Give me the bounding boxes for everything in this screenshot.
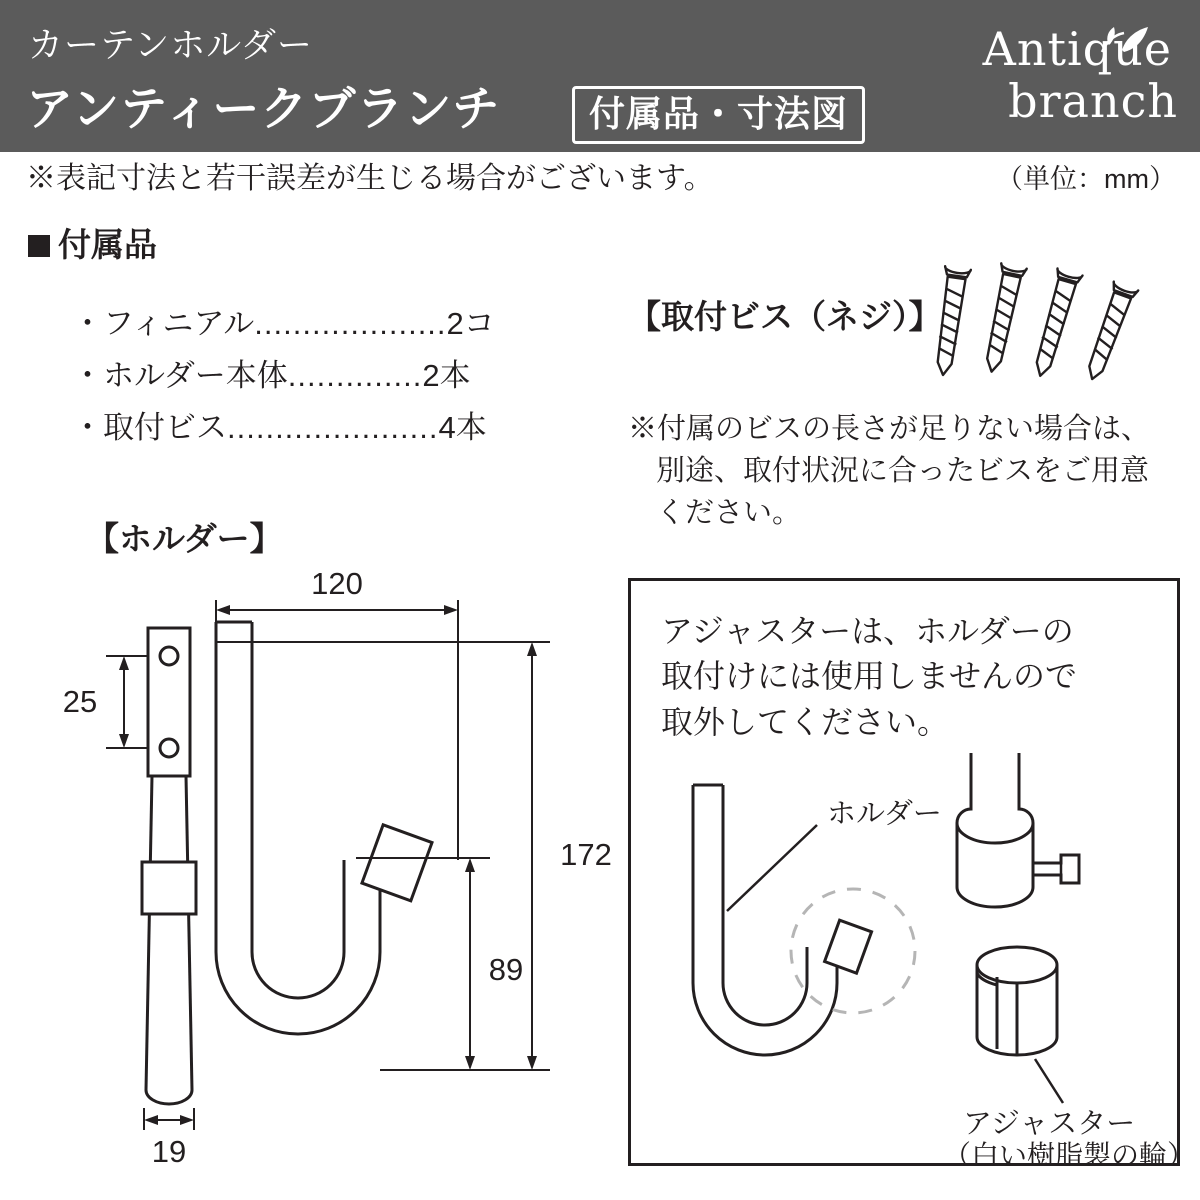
- callout-holder-label: ホルダー: [827, 798, 942, 830]
- dim-height-label: 172: [560, 837, 612, 872]
- dim-depth-label: 19: [151, 1134, 187, 1169]
- dim-width-label: 120: [311, 566, 363, 601]
- adjuster-info-box: [628, 578, 1180, 1166]
- list-item: [72, 402, 492, 454]
- unit-note: （単位：mm）: [996, 164, 1176, 194]
- screw-note: [628, 408, 1168, 534]
- part-qty: 4本: [438, 410, 487, 445]
- brand-line-2: branch: [1008, 74, 1178, 128]
- brand-line-1: Antique: [982, 22, 1172, 76]
- part-qty: 2コ: [446, 306, 495, 341]
- part-qty: 2本: [422, 358, 471, 393]
- adjuster-instruction-line-1: アジャスターは、ホルダーの: [661, 613, 1074, 649]
- screw-illustration: [930, 262, 1180, 412]
- accessories-heading: [28, 228, 157, 261]
- holder-label: 【ホルダー】: [86, 520, 283, 557]
- note-row: [0, 152, 1200, 214]
- holder-diagram: [20, 560, 620, 1185]
- list-item: [72, 350, 492, 402]
- screw-section-title: 【取付ビス（ネジ）】: [628, 298, 942, 335]
- adjuster-diagram: [631, 751, 1177, 1168]
- callout-adjuster-label: アジャスター: [963, 1108, 1136, 1140]
- screw-note-line-2: 別途、取付状況に合ったビスをご用意: [656, 455, 1150, 488]
- header-badge: 付属品・寸法図: [572, 86, 865, 144]
- accessories-heading-label: 付属品: [58, 226, 157, 263]
- square-bullet-icon: [28, 235, 50, 257]
- page-header: [0, 0, 1200, 152]
- header-subtitle: カーテンホルダー: [28, 26, 313, 65]
- accessories-list: [72, 298, 495, 454]
- adjuster-instruction-line-3: 取外してください。: [661, 703, 950, 740]
- part-dots: ....................: [254, 306, 447, 341]
- list-item: [72, 298, 495, 350]
- dim-plate-label: 25: [62, 684, 98, 719]
- tolerance-note: ※表記寸法と若干誤差が生じる場合がございます。: [26, 162, 714, 195]
- screw-note-line-3: ください。: [656, 497, 802, 530]
- callout-adjuster-sublabel: （白い樹脂製の輪）: [943, 1140, 1177, 1163]
- part-dots: ......................: [227, 410, 439, 445]
- adjuster-instruction: [661, 609, 1161, 745]
- page-title: アンティークブランチ: [26, 82, 501, 135]
- part-name: ・フィニアル: [72, 306, 255, 341]
- part-name: ・取付ビス: [72, 410, 227, 445]
- holder-drawing: [20, 560, 620, 1180]
- part-name: ・ホルダー本体: [72, 358, 288, 393]
- dim-hook-label: 89: [488, 952, 524, 987]
- part-dots: ..............: [287, 358, 423, 393]
- screw-note-line-1: ※付属のビスの長さが足りない場合は、: [628, 413, 1151, 445]
- screws-icon: [930, 262, 1180, 412]
- adjuster-drawing: [631, 751, 1177, 1163]
- brand-logo: [948, 20, 1178, 136]
- adjuster-instruction-line-2: 取付けには使用しませんので: [661, 658, 1078, 695]
